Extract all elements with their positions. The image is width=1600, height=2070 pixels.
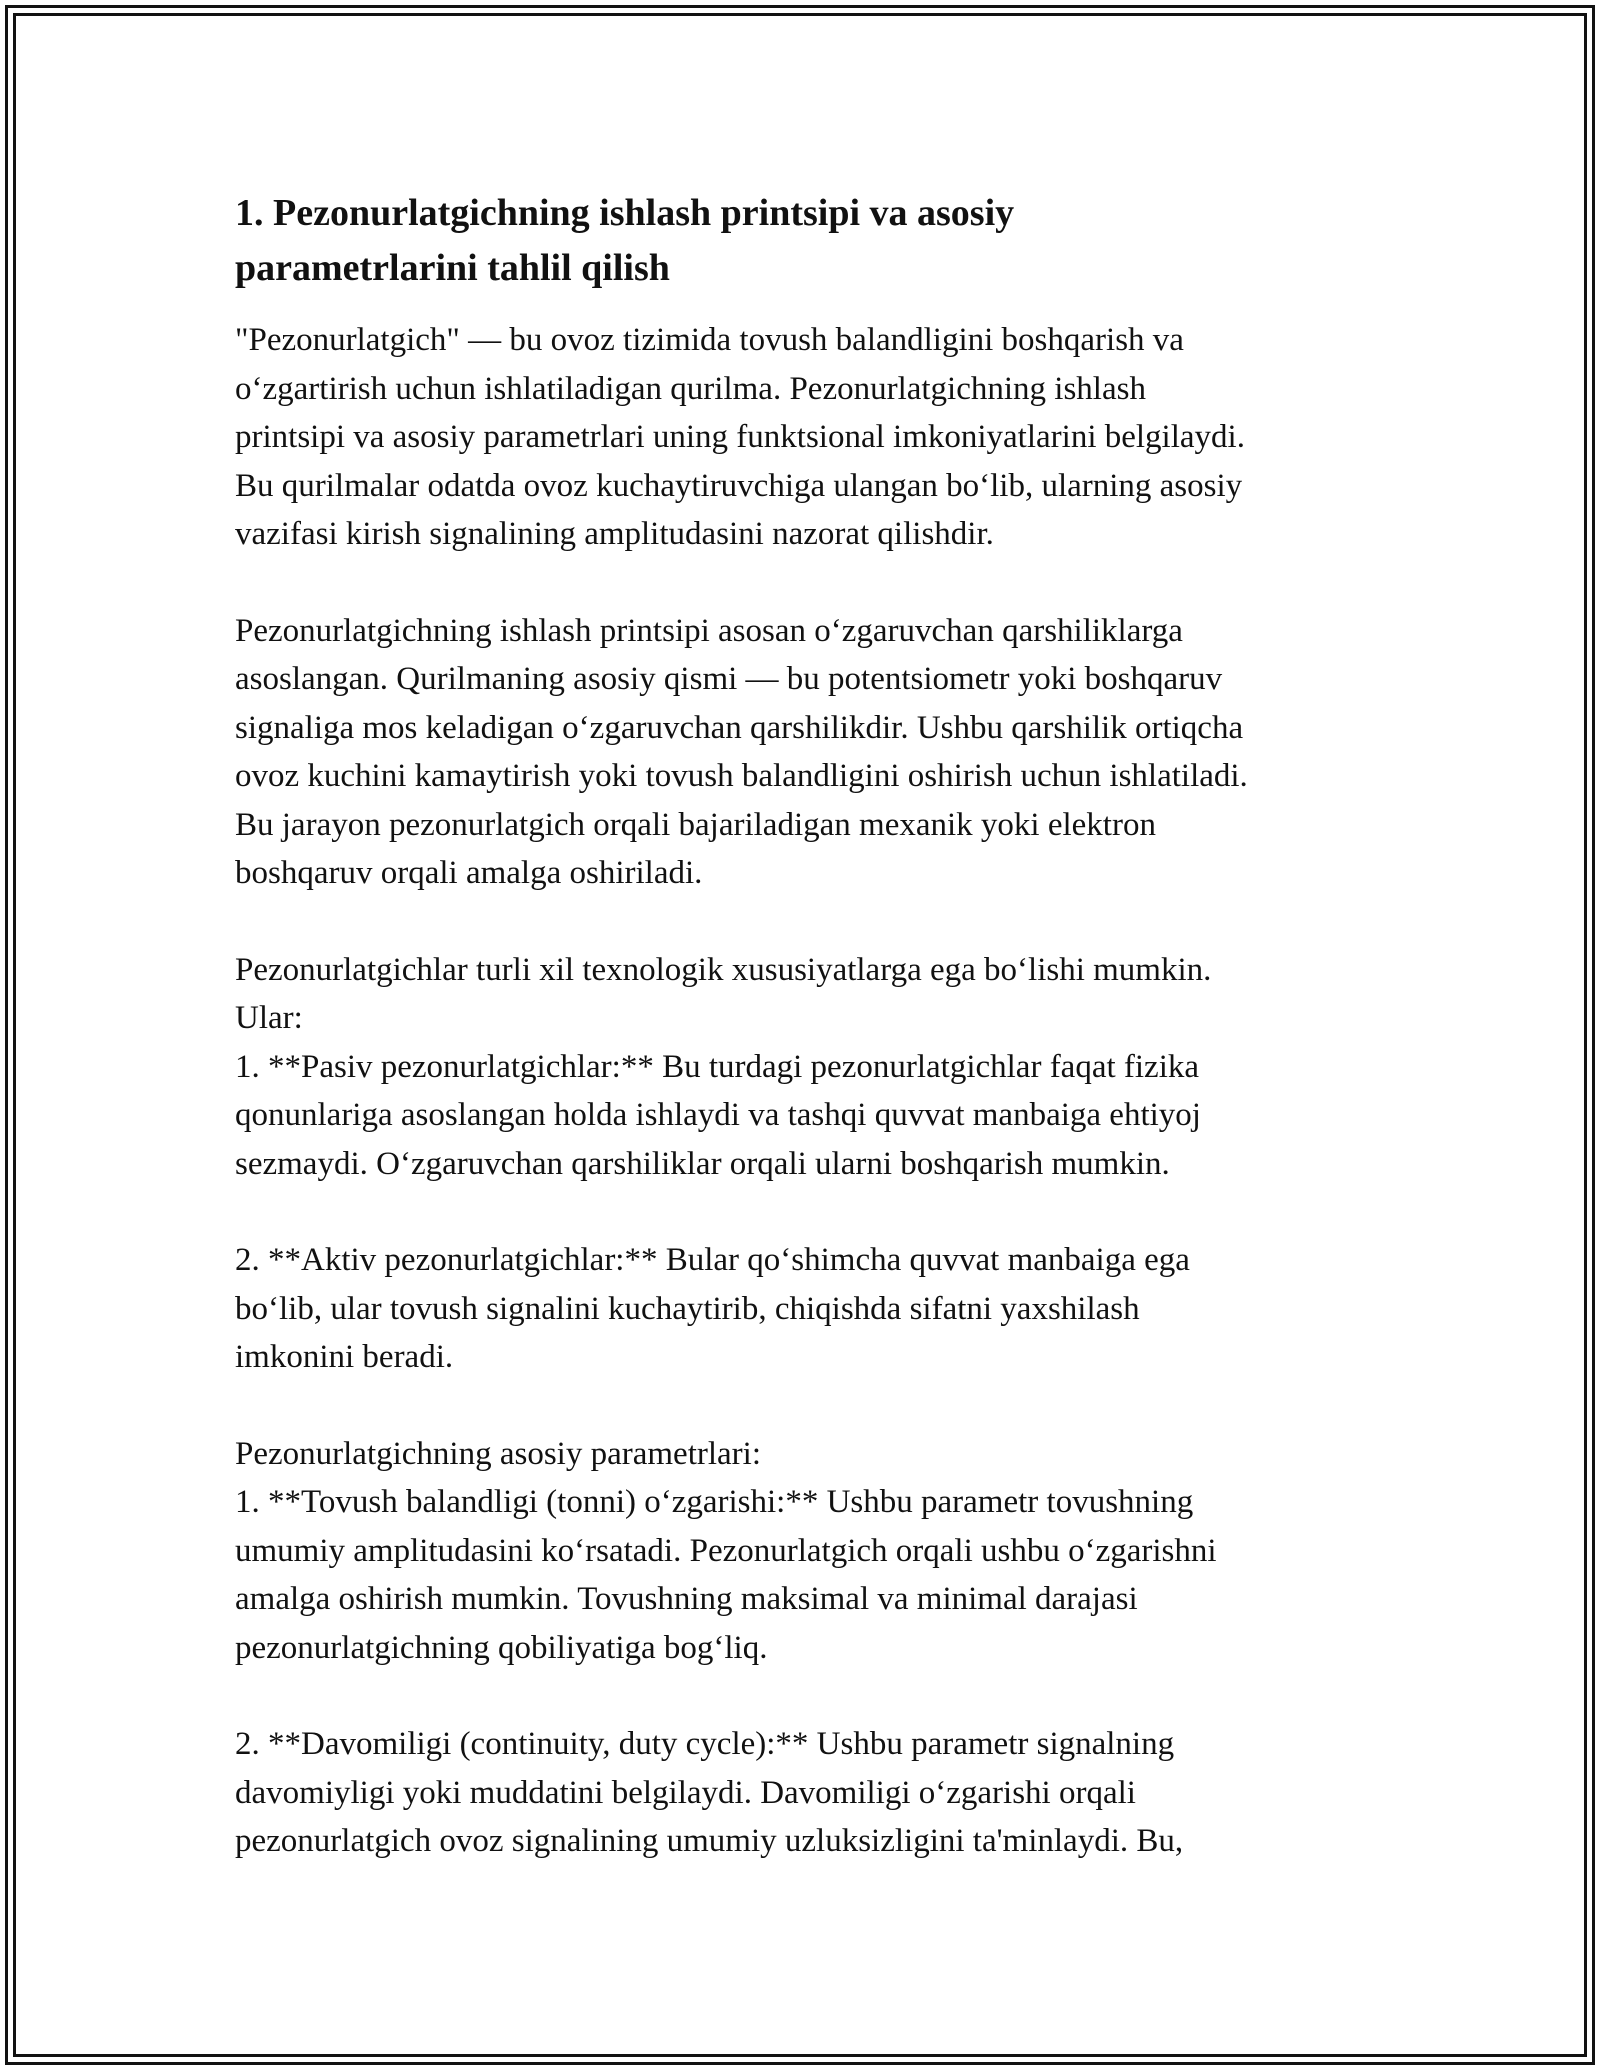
text-line: Pezonurlatgichning ishlash printsipi asosan oʻzgaruvchan qarshiliklarga (235, 612, 1183, 649)
section-title (235, 186, 1385, 296)
text-line: 2. **Aktiv pezonurlatgichlar:** Bular qoʻshimcha quvvat manbaiga ega (235, 1242, 1190, 1278)
text-line: amalga oshirish mumkin. Tovushning maksimal va minimal darajasi (235, 1581, 1138, 1617)
text-line: umumiy amplitudasini koʻrsatadi. Pezonurlatgich orqali ushbu oʻzgarishni (235, 1532, 1217, 1569)
text-line: davomiyligi yoki muddatini belgilaydi. Davomiligi oʻzgarishi orqali (235, 1774, 1136, 1811)
text-line: qonunlariga asoslangan holda ishlaydi va tashqi quvvat manbaiga ehtiyoj (235, 1097, 1201, 1133)
text-line: 2. **Davomiligi (continuity, duty cycle):** Ushbu parametr signalning (235, 1726, 1175, 1762)
text-line: Pezonurlatgichlar turli xil texnologik xususiyatlarga ega boʻlishi mumkin. (235, 951, 1212, 988)
title-line: parametrlarini tahlil qilish (235, 247, 670, 289)
document-body (235, 186, 1385, 1866)
paragraph-principle (235, 607, 1385, 898)
paragraph-parameters-duration (235, 1720, 1385, 1866)
paragraph-parameters-volume (235, 1430, 1385, 1673)
text-line: vazifasi kirish signalining amplitudasini nazorat qilishdir. (235, 516, 994, 552)
paragraph-intro (235, 316, 1385, 559)
text-line: boʻlib, ular tovush signalini kuchaytirib, chiqishda sifatni yaxshilash (235, 1290, 1140, 1327)
text-line: ovoz kuchini kamaytirish yoki tovush balandligini oshirish uchun ishlatiladi. (235, 758, 1248, 794)
text-line: printsipi va asosiy parametrlari uning funktsional imkoniyatlarini belgilaydi. (235, 419, 1245, 455)
text-line: Bu qurilmalar odatda ovoz kuchaytiruvchiga ulangan boʻlib, ularning asosiy (235, 467, 1243, 504)
text-line: Ular: (235, 1000, 303, 1036)
text-line: pezonurlatgich ovoz signalining umumiy uzluksizligini ta'minlaydi. Bu, (235, 1823, 1184, 1859)
paragraph-types-active (235, 1236, 1385, 1382)
paragraph-types-passive (235, 946, 1385, 1189)
text-line: 1. **Pasiv pezonurlatgichlar:** Bu turdagi pezonurlatgichlar faqat fizika (235, 1048, 1200, 1085)
text-line: "Pezonurlatgich" — bu ovoz tizimida tovush balandligini boshqarish va (235, 322, 1184, 358)
text-line: asoslangan. Qurilmaning asosiy qismi — bu potentsiometr yoki boshqaruv (235, 661, 1223, 697)
text-line: imkonini beradi. (235, 1339, 454, 1375)
text-line: Bu jarayon pezonurlatgich orqali bajariladigan mexanik yoki elektron (235, 806, 1156, 843)
text-line: boshqaruv orqali amalga oshiriladi. (235, 855, 703, 891)
text-line: pezonurlatgichning qobiliyatiga bogʻliq. (235, 1629, 768, 1666)
text-line: signaliga mos keladigan oʻzgaruvchan qarshilikdir. Ushbu qarshilik ortiqcha (235, 709, 1244, 746)
text-line: 1. **Tovush balandligi (tonni) oʻzgarishi:** Ushbu parametr tovushning (235, 1484, 1194, 1520)
text-line: sezmaydi. Oʻzgaruvchan qarshiliklar orqali ularni boshqarish mumkin. (235, 1145, 1170, 1182)
text-line: Pezonurlatgichning asosiy parametrlari: (235, 1435, 762, 1472)
text-line: oʻzgartirish uchun ishlatiladigan qurilma. Pezonurlatgichning ishlash (235, 370, 1146, 407)
title-line: 1. Pezonurlatgichning ishlash printsipi va asosiy (235, 192, 1015, 234)
